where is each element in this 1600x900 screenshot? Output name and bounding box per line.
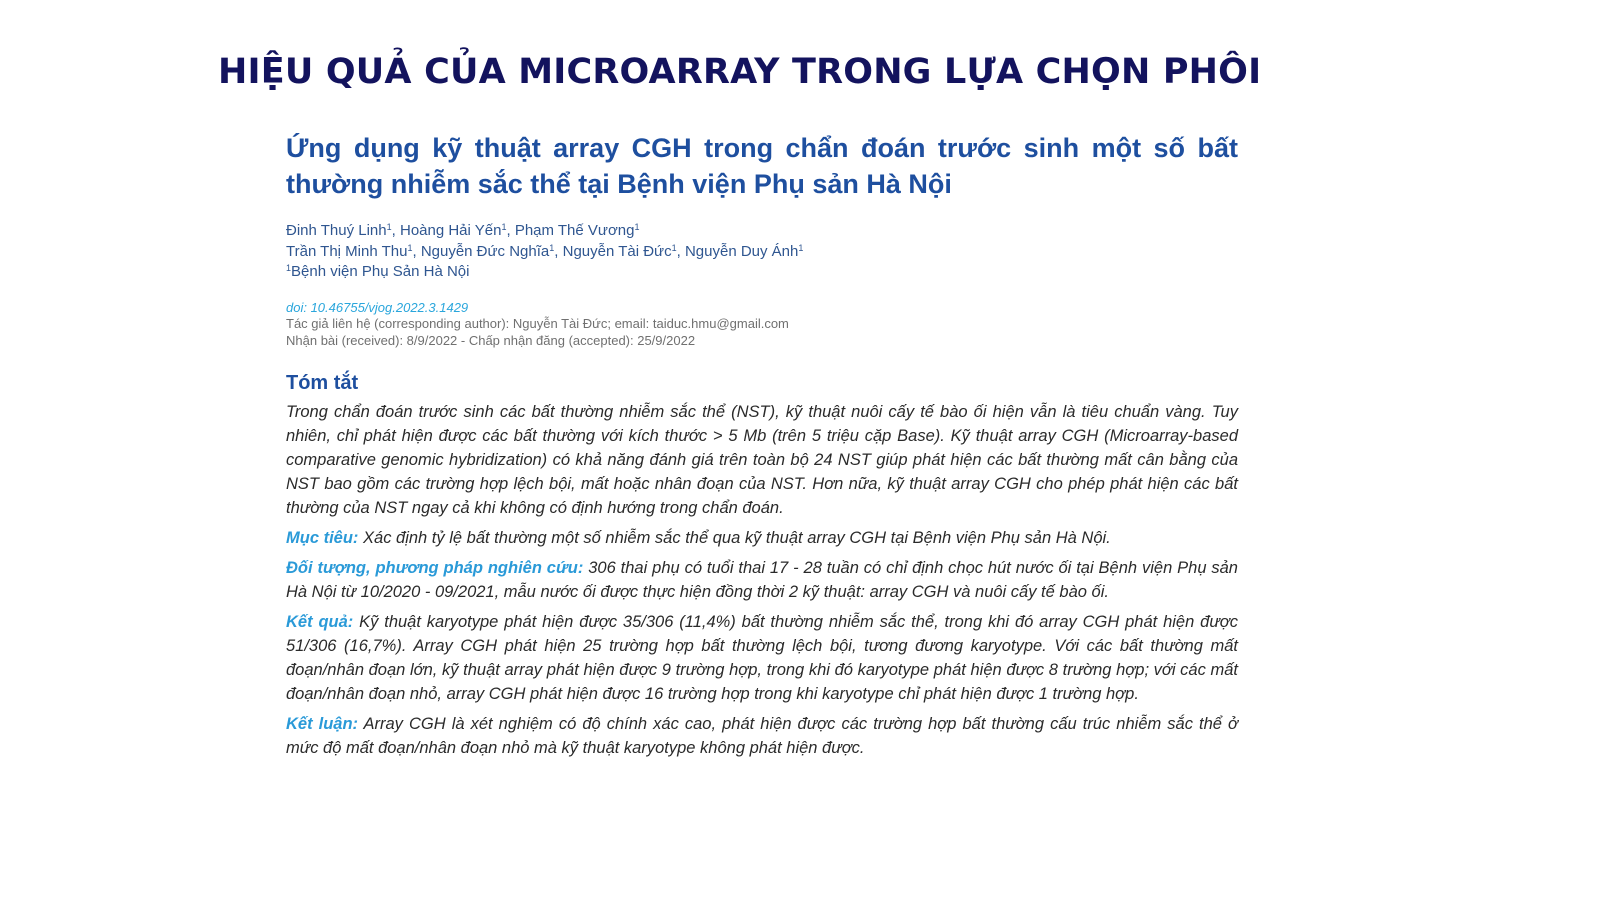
results-label: Kết quả:: [286, 613, 354, 631]
affiliation-mark: 1: [286, 263, 292, 273]
paper-excerpt: [286, 130, 1238, 760]
abstract-conclusion: [286, 712, 1238, 760]
paper-title: Ứng dụng kỹ thuật array CGH trong chẩn đoán trước sinh một số bất thường nhiễm sắc thể tại Bệnh viện Phụ sản Hà Nội: [286, 133, 1238, 199]
author-name: Phạm Thế Vương: [514, 222, 635, 239]
results-text: Kỹ thuật karyotype phát hiện được 35/306 (11,4%) bất thường nhiễm sắc thể, trong khi đó array CGH phát hiện được 51/306 (16,7%). Array CGH phát hiện 25 trường hợp bất thường lệch bội, tương đương karyotype. Với các bất thường mất đoạn/nhân đoạn lớn, kỹ thuật array phát hiện được 9 trường hợp, trong khi đó karyotype phát hiện được 8 trường hợp; với các mất đoạn/nhân đoạn nhỏ, array CGH phát hiện được 16 trường hợp trong khi karyotype chỉ phát hiện được 1 trường hợp.: [286, 613, 1238, 703]
author-affiliation-mark: 1: [671, 242, 677, 253]
author-name: Hoàng Hải Yến: [399, 222, 502, 239]
author-separator: ,: [412, 242, 421, 260]
affiliation: [286, 262, 1238, 283]
abstract-methods: [286, 556, 1238, 604]
abstract-heading: Tóm tắt: [286, 372, 359, 394]
objective-label: Mục tiêu:: [286, 529, 359, 547]
methods-text: 306 thai phụ có tuổi thai 17 - 28 tuần có chỉ định chọc hút nước ối tại Bệnh viện Phụ sản Hà Nội từ 10/2020 - 09/2021, mẫu nước ối được thực hiện đồng thời 2 kỹ thuật: array CGH và nuôi cấy tế bào ối.: [286, 559, 1238, 601]
author-separator: ,: [554, 242, 563, 260]
conclusion-text: Array CGH là xét nghiệm có độ chính xác cao, phát hiện được các trường hợp bất thường cấu trúc nhiễm sắc thể ở mức độ mất đoạn/nhân đoạn nhỏ mà kỹ thuật karyotype không phát hiện được.: [286, 715, 1238, 757]
author-separator: ,: [391, 222, 400, 239]
conclusion-label: Kết luận:: [286, 715, 359, 733]
methods-label: Đối tượng, phương pháp nghiên cứu:: [286, 559, 584, 577]
author-affiliation-mark: 1: [501, 222, 507, 232]
author-block: [286, 221, 1238, 283]
author-separator: ,: [506, 222, 515, 239]
abstract-results: [286, 610, 1238, 706]
objective-text: Xác định tỷ lệ bất thường một số nhiễm sắc thể qua kỹ thuật array CGH tại Bệnh viện Phụ sản Hà Nội.: [363, 529, 1111, 547]
slide-title: HIỆU QUẢ CỦA MICROARRAY TRONG LỰA CHỌN PHÔI: [218, 52, 1262, 92]
author-name: Nguyễn Đức Nghĩa: [420, 242, 550, 260]
corresponding-author: Tác giả liên hệ (corresponding author): Nguyễn Tài Đức; email: taiduc.hmu@gmail.com: [286, 316, 789, 331]
publication-meta: [286, 300, 1238, 350]
doi-link[interactable]: doi: 10.46755/vjog.2022.3.1429: [286, 299, 469, 315]
author-affiliation-mark: 1: [798, 242, 804, 253]
author-affiliation-mark: 1: [549, 242, 555, 253]
author-affiliation-mark: 1: [407, 242, 413, 253]
author-name: Nguyễn Duy Ánh: [684, 242, 799, 260]
abstract-intro: Trong chẩn đoán trước sinh các bất thường nhiễm sắc thể (NST), kỹ thuật nuôi cấy tế bào ối hiện vẫn là tiêu chuẩn vàng. Tuy nhiên, chỉ phát hiện được các bất thường với kích thước > 5 Mb (trên 5 triệu cặp Base). Kỹ thuật array CGH (Microarray-based comparative genomic hybridization) có khả năng đánh giá trên toàn bộ 24 NST giúp phát hiện các bất thường mất cân bằng của NST bao gồm các trường hợp lệch bội, mất hoặc nhân đoạn của NST. Hơn nữa, kỹ thuật array CGH cho phép phát hiện các bất thường của NST ngay cả khi không có định hướng trong chẩn đoán.: [286, 403, 1238, 517]
author-affiliation-mark: 1: [386, 222, 392, 232]
author-name: Nguyễn Tài Đức: [562, 242, 672, 260]
author-line-1: [286, 221, 1238, 242]
author-name: Trần Thị Minh Thu: [286, 242, 408, 260]
author-line-2: [286, 242, 1238, 263]
abstract-objective: [286, 526, 1238, 550]
author-separator: ,: [676, 242, 685, 260]
received-accepted-dates: Nhận bài (received): 8/9/2022 - Chấp nhận đăng (accepted): 25/9/2022: [286, 332, 696, 348]
author-affiliation-mark: 1: [634, 222, 640, 232]
author-name: Đinh Thuý Linh: [286, 222, 387, 239]
affiliation-name: Bệnh viện Phụ Sản Hà Nội: [291, 263, 470, 280]
